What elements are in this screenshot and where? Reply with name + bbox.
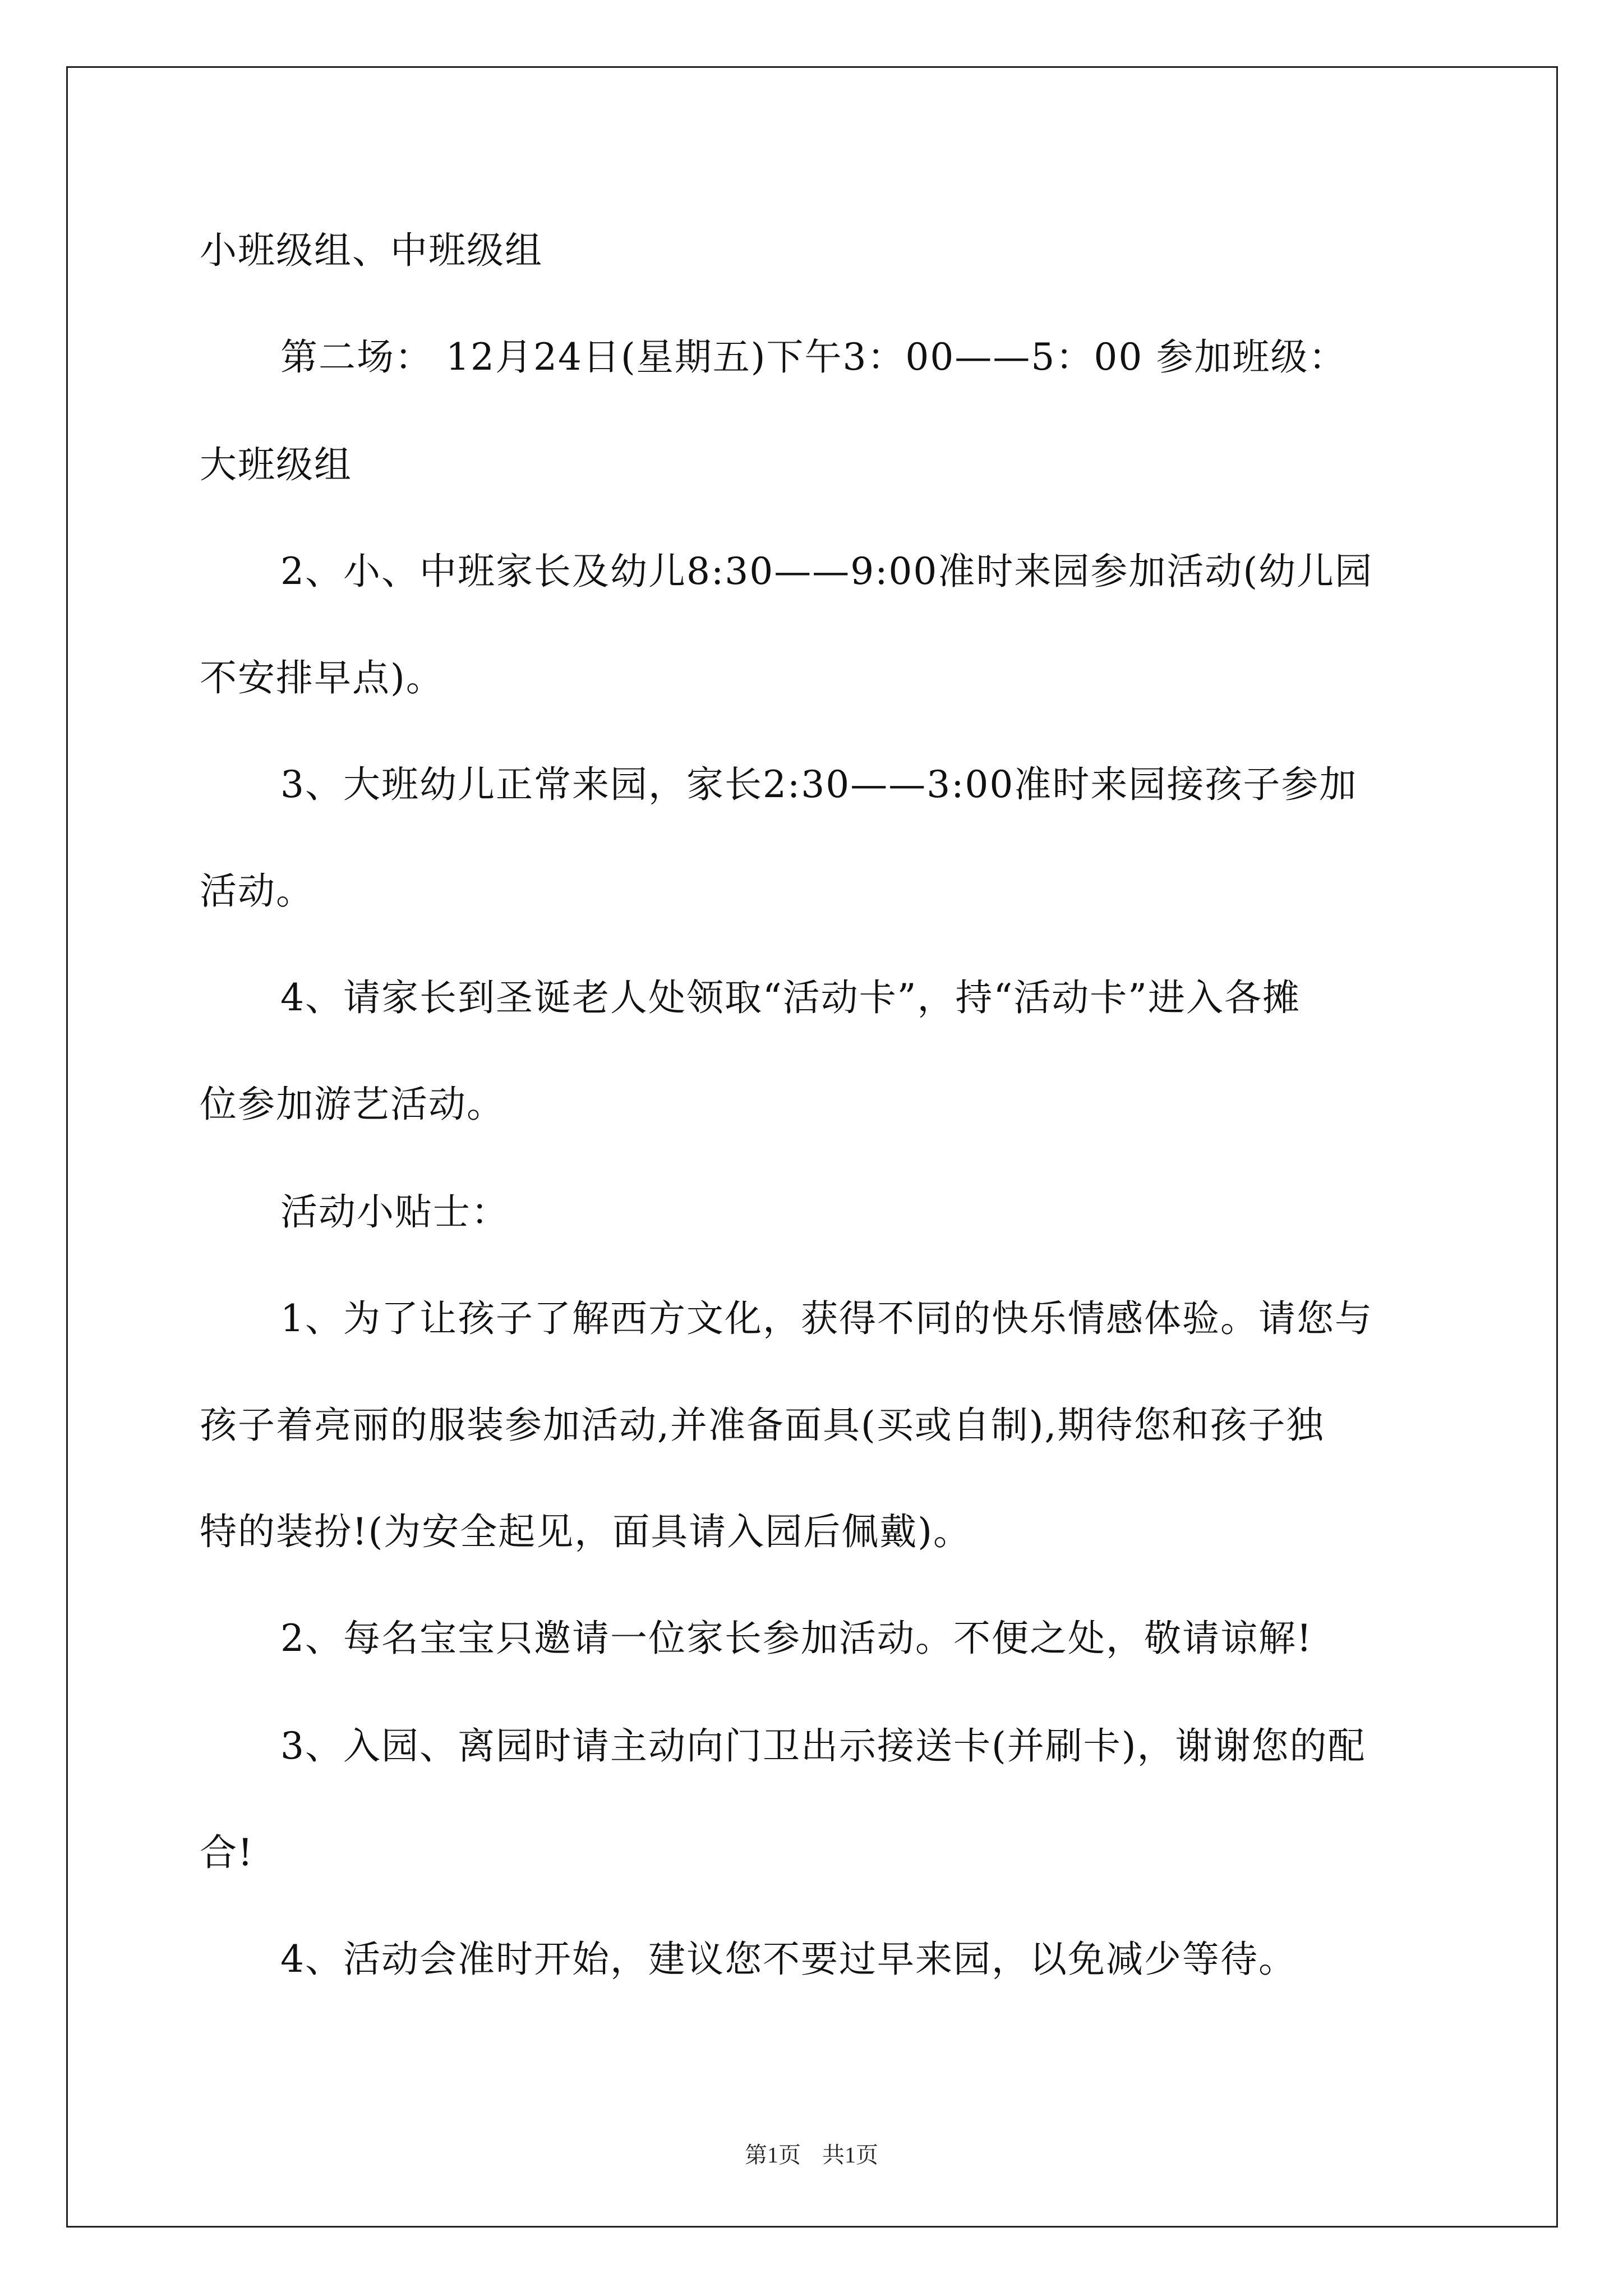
text-line: 孩子着亮丽的服装参加活动,并准备面具(买或自制),期待您和孩子独 — [200, 1404, 1325, 1447]
page-footer — [0, 2137, 1623, 2169]
text-line: 1、为了让孩子了解西方文化，获得不同的快乐情感体验。请您与 — [280, 1297, 1373, 1340]
text-line: 第二场： 12月24日(星期五)下午3：00——5：00 参加班级： — [280, 335, 1347, 379]
text-line: 4、请家长到圣诞老人处领取“活动卡”，持“活动卡”进入各摊 — [280, 976, 1301, 1019]
text-line: 合! — [200, 1831, 254, 1874]
text-line: 3、入园、离园时请主动向门卫出示接送卡(并刷卡)，谢谢您的配 — [280, 1724, 1366, 1768]
text-line: 3、大班幼儿正常来园，家长2:30——3:00准时来园接孩子参加 — [280, 763, 1358, 806]
text-line: 大班级组 — [200, 443, 352, 486]
text-line: 不安排早点)。 — [200, 656, 444, 700]
text-line: 活动。 — [200, 869, 314, 913]
text-line: 2、小、中班家长及幼儿8:30——9:00准时来园参加活动(幼儿园 — [280, 550, 1373, 593]
text-line: 小班级组、中班级组 — [200, 229, 543, 272]
text-line: 4、活动会准时开始，建议您不要过早来园，以免减少等待。 — [280, 1938, 1297, 1981]
text-line: 位参加游艺活动。 — [200, 1083, 505, 1126]
text-line: 特的装扮!(为安全起见，面具请入园后佩戴)。 — [200, 1510, 972, 1553]
text-line: 2、每名宝宝只邀请一位家长参加活动。不便之处，敬请谅解! — [280, 1617, 1313, 1660]
page-number-current: 第1页 — [745, 2142, 801, 2168]
text-line: 活动小贴士： — [280, 1190, 509, 1234]
page-number-total: 共1页 — [822, 2142, 878, 2168]
page-border — [66, 66, 1558, 2228]
